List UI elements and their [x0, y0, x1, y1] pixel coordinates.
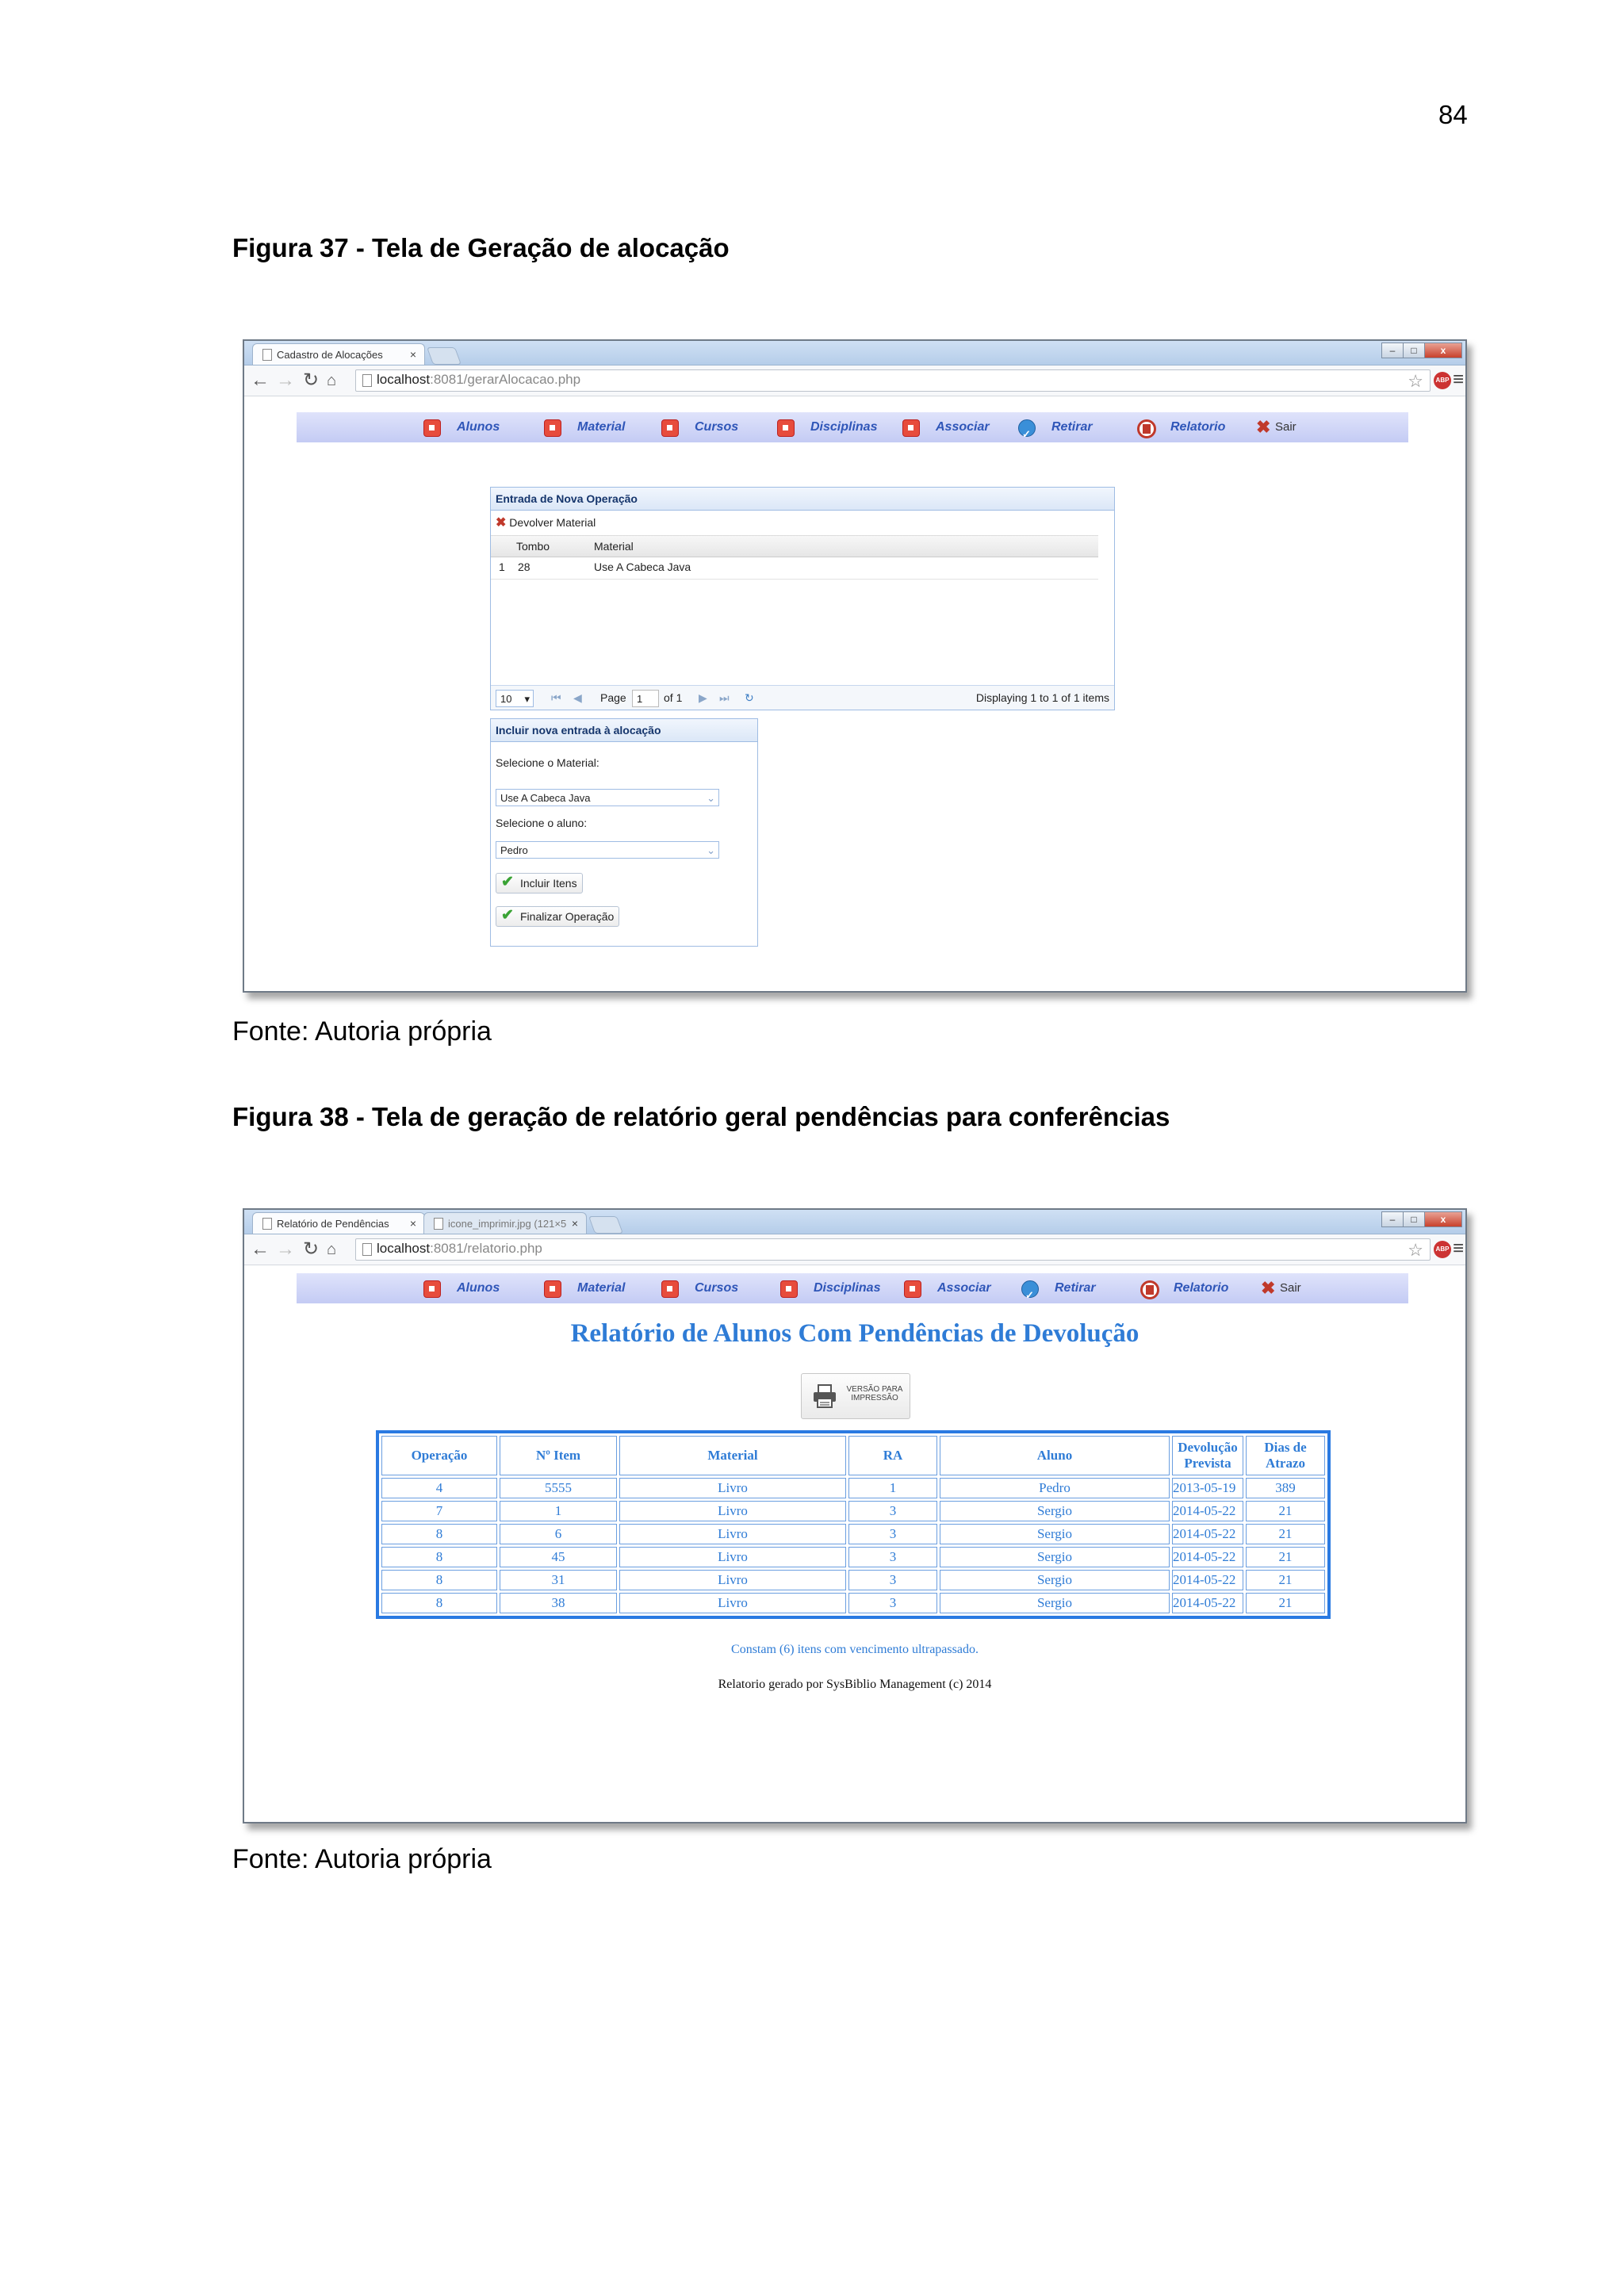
window-controls	[1382, 342, 1462, 358]
column-header: Devolução Prevista	[1172, 1436, 1243, 1475]
check-icon	[1021, 1280, 1039, 1298]
close-window-icon[interactable]: x	[1424, 1211, 1462, 1227]
table-cell: 4	[381, 1478, 497, 1498]
table-cell: Sergio	[940, 1501, 1170, 1521]
table-cell: 389	[1246, 1478, 1325, 1498]
x-icon: ✖	[1261, 1278, 1276, 1298]
stop-icon	[1137, 419, 1156, 438]
student-label: Selecione o aluno:	[496, 817, 588, 829]
print-label: VERSÃO PARA IMPRESSÃO	[846, 1385, 903, 1402]
menu-icon	[661, 419, 679, 437]
app-menu-bar: Alunos Material Cursos Disciplinas Associar ✓ Retirar Relatorio ✖ Sair	[297, 1273, 1408, 1303]
adblock-icon[interactable]: ABP	[1434, 1241, 1451, 1258]
minimize-icon[interactable]: –	[1381, 342, 1404, 358]
table-cell: 3	[848, 1524, 937, 1544]
table-cell: Sergio	[940, 1524, 1170, 1544]
new-tab-button[interactable]	[427, 347, 462, 365]
last-page-icon[interactable]: ⏭	[719, 691, 730, 704]
titlebar	[244, 341, 1465, 365]
address-bar[interactable]	[355, 369, 1431, 392]
menu-icon	[544, 1280, 561, 1298]
table-cell: 21	[1246, 1547, 1325, 1567]
table-cell: Sergio	[940, 1593, 1170, 1613]
table-cell: Livro	[619, 1593, 846, 1613]
table-cell: 21	[1246, 1501, 1325, 1521]
table-row	[381, 1593, 1325, 1613]
browser-window-alocacao	[243, 339, 1467, 993]
table-cell: 2014-05-22	[1172, 1501, 1243, 1521]
menu-icon	[777, 419, 795, 437]
menu-icon	[544, 419, 561, 437]
table-cell: Livro	[619, 1501, 846, 1521]
page-icon	[362, 374, 372, 387]
table-cell: 8	[381, 1547, 497, 1567]
next-page-icon[interactable]: ▶	[699, 691, 707, 704]
url-path: :8081/relatorio.php	[430, 1241, 542, 1256]
column-header: RA	[848, 1436, 937, 1475]
close-tab-icon[interactable]: ×	[409, 1217, 416, 1230]
browser-window-relatorio	[243, 1208, 1467, 1823]
page-icon	[262, 349, 272, 361]
menu-icon	[423, 1280, 441, 1298]
figure-38-source: Fonte: Autoria própria	[232, 1844, 492, 1874]
hamburger-menu-icon[interactable]: ≡	[1452, 369, 1464, 390]
table-cell: 21	[1246, 1570, 1325, 1590]
back-arrow-icon[interactable]: ←	[251, 369, 270, 391]
check-icon: ✔	[501, 874, 514, 890]
table-cell: 2014-05-22	[1172, 1593, 1243, 1613]
reload-icon[interactable]: ↻	[303, 1238, 320, 1260]
table-cell: 3	[848, 1570, 937, 1590]
maximize-icon[interactable]: □	[1403, 1211, 1425, 1227]
prev-page-icon[interactable]: ◀	[573, 691, 582, 704]
table-cell: 2014-05-22	[1172, 1547, 1243, 1567]
browser-tab[interactable]: Relatório de Pendências ×	[252, 1212, 425, 1234]
table-cell: 38	[500, 1593, 617, 1613]
new-tab-button[interactable]	[588, 1216, 623, 1234]
minimize-icon[interactable]: –	[1381, 1211, 1404, 1227]
column-header: Dias de Atrazo	[1246, 1436, 1325, 1475]
menu-icon	[904, 1280, 921, 1298]
table-row	[381, 1501, 1325, 1521]
forward-arrow-icon[interactable]: →	[276, 1238, 295, 1260]
address-bar[interactable]	[355, 1238, 1431, 1261]
material-label: Selecione o Material:	[496, 756, 599, 769]
return-material-button[interactable]: ✖ Devolver Material	[496, 516, 596, 530]
page-icon	[262, 1218, 272, 1230]
table-cell: 7	[381, 1501, 497, 1521]
printer-icon	[813, 1383, 837, 1409]
window-controls	[1382, 1211, 1462, 1227]
finish-operation-button[interactable]: ✔ Finalizar Operação	[496, 906, 619, 927]
table-row[interactable]: 1 28 Use A Cabeca Java	[491, 557, 1098, 580]
table-cell: Livro	[619, 1524, 846, 1544]
stop-icon	[1140, 1280, 1159, 1299]
table-row	[381, 1570, 1325, 1590]
page-number: 84	[1438, 100, 1468, 129]
hamburger-menu-icon[interactable]: ≡	[1452, 1238, 1464, 1259]
panel-title: Incluir nova entrada à alocação	[491, 719, 757, 742]
column-header: Aluno	[940, 1436, 1170, 1475]
x-icon: ✖	[496, 516, 507, 530]
table-cell: Livro	[619, 1570, 846, 1590]
table-cell: 21	[1246, 1524, 1325, 1544]
browser-toolbar	[244, 365, 1465, 396]
new-operation-panel	[490, 487, 1115, 710]
table-cell: 1	[848, 1478, 937, 1498]
student-select[interactable]: Pedro ⌄	[496, 841, 719, 859]
figure-37-source: Fonte: Autoria própria	[232, 1016, 492, 1047]
pending-report-table	[376, 1430, 1331, 1619]
table-cell: 45	[500, 1547, 617, 1567]
print-version-button[interactable]	[801, 1373, 910, 1419]
report-title: Relatório de Alunos Com Pendências de Devolução	[570, 1319, 1139, 1348]
browser-toolbar	[244, 1234, 1465, 1265]
table-cell: 1	[500, 1501, 617, 1521]
home-icon[interactable]: ⌂	[327, 1241, 337, 1258]
column-header: Material	[594, 540, 634, 553]
back-arrow-icon[interactable]: ←	[251, 1238, 270, 1260]
table-cell: 31	[500, 1570, 617, 1590]
table-cell: Sergio	[940, 1570, 1170, 1590]
table-cell: 2013-05-19	[1172, 1478, 1243, 1498]
table-cell: 8	[381, 1570, 497, 1590]
close-tab-icon[interactable]: ×	[571, 1217, 578, 1230]
table-cell: 3	[848, 1593, 937, 1613]
table-row	[381, 1547, 1325, 1567]
pager: 10 ▾ ⏮ ◀ Page 1 of 1 ▶ ⏭ ↻ Displaying 1 to 1 of 1 items	[491, 685, 1114, 710]
app-menu-bar: Alunos Material Cursos Disciplinas Associar ✓ Retirar Relatorio ✖ Sair	[297, 412, 1408, 442]
column-header: Operação	[381, 1436, 497, 1475]
table-row	[381, 1524, 1325, 1544]
table-cell: 2014-05-22	[1172, 1524, 1243, 1544]
browser-tab[interactable]: icone_imprimir.jpg (121×5 ×	[423, 1212, 587, 1234]
reload-icon[interactable]: ↻	[303, 369, 320, 391]
page-icon	[434, 1218, 443, 1230]
column-header: Tombo	[516, 540, 550, 553]
page-size-select[interactable]: 10 ▾	[496, 690, 534, 707]
first-page-icon[interactable]: ⏮	[551, 691, 561, 704]
column-header: Nº Item	[500, 1436, 617, 1475]
grid-header	[491, 535, 1098, 557]
chevron-down-icon: ⌄	[707, 844, 715, 856]
table-cell: 21	[1246, 1593, 1325, 1613]
panel-title: Entrada de Nova Operação	[491, 488, 1114, 511]
bookmark-star-icon[interactable]: ☆	[1408, 371, 1423, 391]
menu-icon	[902, 419, 920, 437]
figure-37-caption: Figura 37 - Tela de Geração de alocação	[232, 233, 730, 262]
table-cell: 5555	[500, 1478, 617, 1498]
x-icon: ✖	[1256, 417, 1271, 437]
table-cell: Sergio	[940, 1547, 1170, 1567]
menu-icon	[423, 419, 441, 437]
menu-icon	[661, 1280, 679, 1298]
page-number-input[interactable]: 1	[632, 690, 659, 707]
url-host: localhost	[377, 372, 431, 387]
table-header-row	[381, 1436, 1325, 1475]
forward-arrow-icon[interactable]: →	[276, 369, 295, 391]
table-cell: 3	[848, 1501, 937, 1521]
close-tab-icon[interactable]: ×	[409, 348, 416, 361]
displaying-text: Displaying 1 to 1 of 1 items	[975, 691, 1109, 704]
check-icon	[1018, 419, 1036, 437]
table-cell: Livro	[619, 1478, 846, 1498]
url-host: localhost	[377, 1241, 431, 1256]
include-entry-panel	[490, 718, 758, 947]
chevron-down-icon: ⌄	[707, 792, 715, 804]
home-icon[interactable]: ⌂	[327, 372, 337, 389]
column-header: Material	[619, 1436, 846, 1475]
menu-icon	[780, 1280, 798, 1298]
table-cell: 6	[500, 1524, 617, 1544]
table-cell: Pedro	[940, 1478, 1170, 1498]
url-path: :8081/gerarAlocacao.php	[430, 372, 581, 387]
table-cell: 3	[848, 1547, 937, 1567]
table-cell: 8	[381, 1593, 497, 1613]
refresh-icon[interactable]: ↻	[745, 691, 754, 704]
include-items-button[interactable]: ✔ Incluir Itens	[496, 873, 583, 894]
material-select[interactable]: Use A Cabeca Java ⌄	[496, 789, 719, 806]
close-window-icon[interactable]: x	[1424, 342, 1462, 358]
overdue-summary: Constam (6) itens com vencimento ultrapassado.	[731, 1643, 979, 1656]
table-cell: 8	[381, 1524, 497, 1544]
table-cell: 2014-05-22	[1172, 1570, 1243, 1590]
page-content	[244, 396, 1465, 991]
titlebar	[244, 1210, 1465, 1234]
figure-38-caption: Figura 38 - Tela de geração de relatório geral pendências para conferências	[232, 1102, 1170, 1131]
browser-tab[interactable]: Cadastro de Alocações ×	[252, 343, 425, 365]
maximize-icon[interactable]: □	[1403, 342, 1425, 358]
adblock-icon[interactable]: ABP	[1434, 372, 1451, 389]
table-row	[381, 1478, 1325, 1498]
report-footer: Relatorio gerado por SysBiblio Management (c) 2014	[718, 1678, 992, 1691]
table-cell: Livro	[619, 1547, 846, 1567]
check-icon: ✔	[501, 907, 514, 924]
page-content	[244, 1265, 1465, 1822]
bookmark-star-icon[interactable]: ☆	[1408, 1240, 1423, 1260]
page-icon	[362, 1243, 372, 1256]
